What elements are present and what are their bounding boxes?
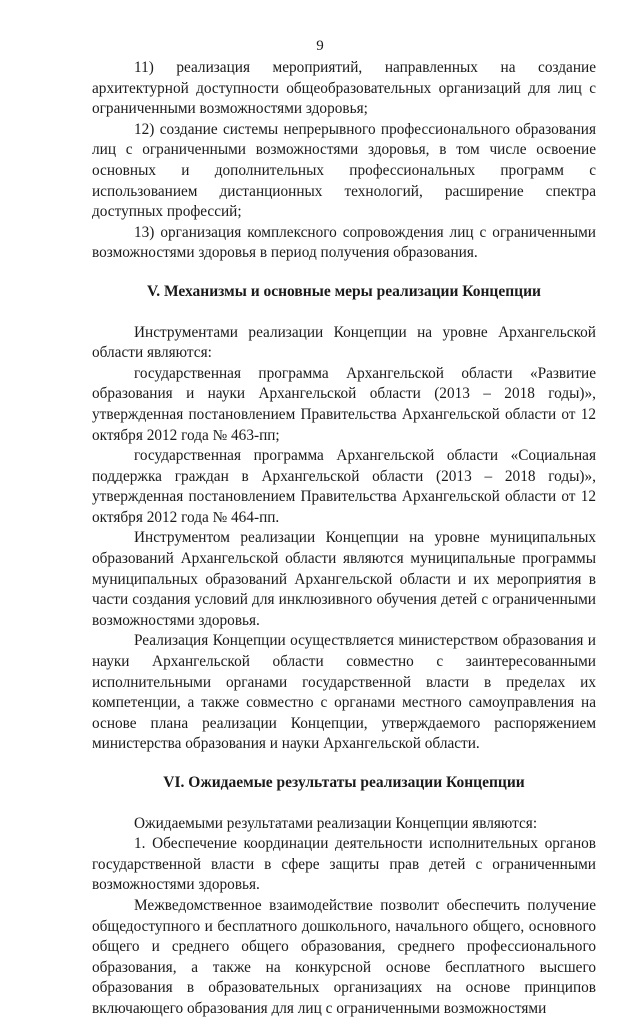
paragraph: Инструментом реализации Концепции на уровне муниципальных образований Архангельской области являются муниципальные программы муниципальных образований Архангельской области и их мероприятия в части создания условий для инклюзивного обучения детей с ограниченными возможностями здоровья. (92, 529, 596, 629)
paragraph: Реализация Концепции осуществляется министерством образования и науки Архангельской области совместно с заинтересованными исполнительными органами государственной власти в пределах их компетенции, а также совместно с органами местного самоуправления на основе плана реализации Концепции, утверждаемого распоряжением министерства образования и науки Архангельской области. (92, 632, 596, 753)
paragraph: Инструментами реализации Концепции на уровне Архангельской области являются: (92, 323, 596, 362)
section-heading-vi: VI. Ожидаемые результаты реализации Концепции (163, 774, 525, 791)
document-body (92, 58, 596, 1020)
list-item-11: 11) реализация мероприятий, направленных на создание архитектурной доступности общеобразовательных организаций для лиц с ограниченными возможностями здоровья; (92, 59, 596, 118)
paragraph: Ожидаемыми результатами реализации Концепции являются: (134, 814, 538, 832)
section-heading-v: V. Механизмы и основные меры реализации Концепции (147, 282, 541, 300)
paragraph: государственная программа Архангельской области «Развитие образования и науки Архангельской области (2013 – 2018 годы)», утвержденная постановлением Правительства Архангельской области от 12 октября 2012 года № 463-пп; (92, 364, 596, 444)
page-number: 9 (316, 38, 324, 54)
list-item-13: 13) организация комплексного сопровождения лиц с ограниченными возможностями здоровья в период получения образования. (92, 223, 596, 262)
paragraph: 1. Обеспечение координации деятельности исполнительных органов государственной власти в сфере защиты прав детей с ограниченными возможностями здоровья. (92, 835, 596, 894)
paragraph: Межведомственное взаимодействие позволит обеспечить получение общедоступного и бесплатного дошкольного, начального общего, основного общего и среднего общего образования, среднего профессионального образования, а также на конкурсной основе бесплатного высшего образования в образовательных организациях на основе принципов включающего образования для лиц с ограниченными возможностями (92, 896, 596, 1017)
paragraph: государственная программа Архангельской области «Социальная поддержка граждан в Архангельской области (2013 – 2018 годы)», утвержденная постановлением Правительства Архангельской области от 12 октября 2012 года № 464-пп. (92, 447, 596, 526)
list-item-12: 12) создание системы непрерывного профессионального образования лиц с ограниченными возможностями здоровья, в том числе освоение основных и дополнительных профессиональных программ с использованием дистанционных технологий, расширение спектра доступных профессий; (92, 120, 596, 221)
